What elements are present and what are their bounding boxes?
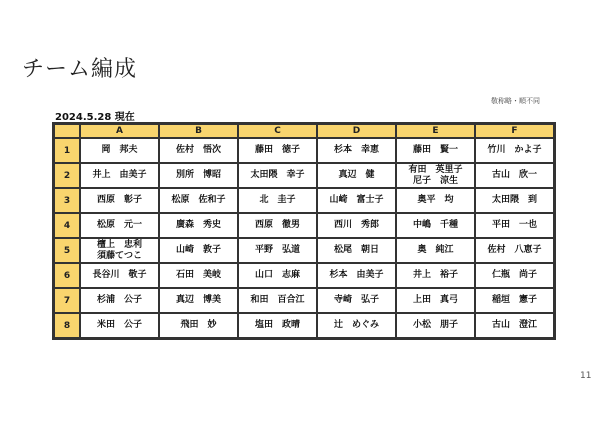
member-name: 塩田 政晴 xyxy=(254,320,300,330)
row-number: 7 xyxy=(54,288,80,313)
member-cell xyxy=(396,313,475,338)
member-cell xyxy=(317,263,396,288)
member-name: 井上 由美子 xyxy=(92,170,147,180)
member-cell xyxy=(475,263,554,288)
member-cell xyxy=(317,288,396,313)
member-cell xyxy=(80,188,159,213)
member-cell xyxy=(317,188,396,213)
table-row xyxy=(54,263,554,288)
member-name: 杉浦 公子 xyxy=(96,295,142,305)
member-cell xyxy=(396,138,475,163)
member-cell xyxy=(238,238,317,263)
member-cell xyxy=(475,238,554,263)
member-name: 松原 佐和子 xyxy=(171,195,226,205)
member-name: 太田隈 到 xyxy=(491,195,537,205)
table-row xyxy=(54,313,554,338)
member-cell xyxy=(238,213,317,238)
team-roster-table xyxy=(52,122,556,340)
page-number: 11 xyxy=(580,371,592,381)
member-name: 杉本 幸恵 xyxy=(333,145,379,155)
member-name: 真辺 健 xyxy=(338,170,375,180)
column-header: C xyxy=(238,124,317,138)
column-header: F xyxy=(475,124,554,138)
table-row xyxy=(54,288,554,313)
member-cell xyxy=(317,238,396,263)
row-number: 8 xyxy=(54,313,80,338)
row-number: 3 xyxy=(54,188,80,213)
member-name: 岡 邦夫 xyxy=(101,145,138,155)
member-cell xyxy=(475,313,554,338)
table-row xyxy=(54,213,554,238)
row-number: 6 xyxy=(54,263,80,288)
member-cell xyxy=(159,213,238,238)
member-cell xyxy=(238,288,317,313)
member-name: 別所 博昭 xyxy=(175,170,221,180)
member-name: 松原 元一 xyxy=(96,220,142,230)
member-name: 寺崎 弘子 xyxy=(333,295,379,305)
member-cell xyxy=(80,288,159,313)
member-cell xyxy=(317,138,396,163)
member-name: 中嶋 千種 xyxy=(412,220,458,230)
row-number: 5 xyxy=(54,238,80,263)
column-header: D xyxy=(317,124,396,138)
member-name: 辻 めぐみ xyxy=(333,320,379,330)
column-header: B xyxy=(159,124,238,138)
member-cell xyxy=(317,313,396,338)
member-name: 奥 純江 xyxy=(417,245,454,255)
member-cell xyxy=(159,163,238,188)
member-name: 藤田 徳子 xyxy=(254,145,300,155)
member-cell xyxy=(238,188,317,213)
member-cell xyxy=(396,163,475,188)
honorific-note: 敬称略・順不同 xyxy=(491,97,540,105)
member-name: 佐村 八恵子 xyxy=(487,245,542,255)
member-cell xyxy=(80,238,159,263)
member-cell xyxy=(396,288,475,313)
as-of-date: 2024.5.28 現在 xyxy=(55,112,135,123)
member-name: 平田 一也 xyxy=(491,220,537,230)
member-name: 西川 秀郎 xyxy=(333,220,379,230)
member-cell xyxy=(159,138,238,163)
member-name: 尼子 涼生 xyxy=(412,175,458,186)
member-name: 稲垣 憲子 xyxy=(491,295,537,305)
member-name: 小松 朋子 xyxy=(412,320,458,330)
member-name: 長谷川 敬子 xyxy=(92,270,147,280)
member-name: 太田隈 幸子 xyxy=(250,170,305,180)
member-cell xyxy=(396,213,475,238)
member-cell xyxy=(159,263,238,288)
member-name: 西原 徹男 xyxy=(254,220,300,230)
table-row xyxy=(54,188,554,213)
table-header-row xyxy=(54,124,554,138)
member-name: 廣森 秀史 xyxy=(175,220,221,230)
member-cell xyxy=(238,313,317,338)
member-name: 米田 公子 xyxy=(96,320,142,330)
member-name: 有田 英里子 xyxy=(408,164,463,175)
member-name: 山崎 敦子 xyxy=(175,245,221,255)
member-cell xyxy=(238,163,317,188)
member-name: 須藤てつこ xyxy=(96,250,142,261)
member-name: 真辺 博美 xyxy=(175,295,221,305)
corner-cell xyxy=(54,124,80,138)
member-cell xyxy=(238,263,317,288)
member-name: 檀上 忠利 xyxy=(96,239,142,250)
member-name: 和田 百合江 xyxy=(250,295,305,305)
member-cell xyxy=(475,288,554,313)
member-cell xyxy=(475,138,554,163)
member-name: 井上 裕子 xyxy=(412,270,458,280)
member-cell xyxy=(317,163,396,188)
member-name: 竹川 かよ子 xyxy=(487,145,542,155)
member-cell xyxy=(159,313,238,338)
member-name: 松尾 朝日 xyxy=(333,245,379,255)
member-cell xyxy=(159,238,238,263)
member-cell xyxy=(80,263,159,288)
member-name: 西原 彰子 xyxy=(96,195,142,205)
member-name: 上田 真弓 xyxy=(412,295,458,305)
table-row xyxy=(54,163,554,188)
member-cell xyxy=(159,288,238,313)
member-cell xyxy=(80,313,159,338)
member-cell xyxy=(238,138,317,163)
member-cell xyxy=(475,163,554,188)
row-number: 1 xyxy=(54,138,80,163)
page-title: チーム編成 xyxy=(22,57,138,82)
row-number: 2 xyxy=(54,163,80,188)
member-name: 奥平 均 xyxy=(417,195,454,205)
member-name: 仁瓶 尚子 xyxy=(491,270,537,280)
member-cell xyxy=(80,138,159,163)
member-name: 古山 澄江 xyxy=(491,320,537,330)
member-cell xyxy=(475,188,554,213)
member-cell xyxy=(396,263,475,288)
member-cell xyxy=(396,188,475,213)
member-name: 石田 美岐 xyxy=(175,270,221,280)
member-name: 山口 志麻 xyxy=(254,270,300,280)
member-name: 古山 欣一 xyxy=(491,170,537,180)
table-row xyxy=(54,138,554,163)
member-cell xyxy=(80,213,159,238)
member-name: 平野 弘道 xyxy=(254,245,300,255)
member-name: 飛田 妙 xyxy=(180,320,217,330)
member-cell xyxy=(396,238,475,263)
member-name: 藤田 賢一 xyxy=(412,145,458,155)
member-cell xyxy=(80,163,159,188)
member-name: 北 圭子 xyxy=(259,195,296,205)
member-name: 佐村 悟次 xyxy=(175,145,221,155)
column-header: E xyxy=(396,124,475,138)
row-number: 4 xyxy=(54,213,80,238)
member-name: 杉本 由美子 xyxy=(329,270,384,280)
member-name: 山崎 富士子 xyxy=(329,195,384,205)
member-cell xyxy=(475,213,554,238)
member-cell xyxy=(159,188,238,213)
column-header: A xyxy=(80,124,159,138)
table-row xyxy=(54,238,554,263)
member-cell xyxy=(317,213,396,238)
